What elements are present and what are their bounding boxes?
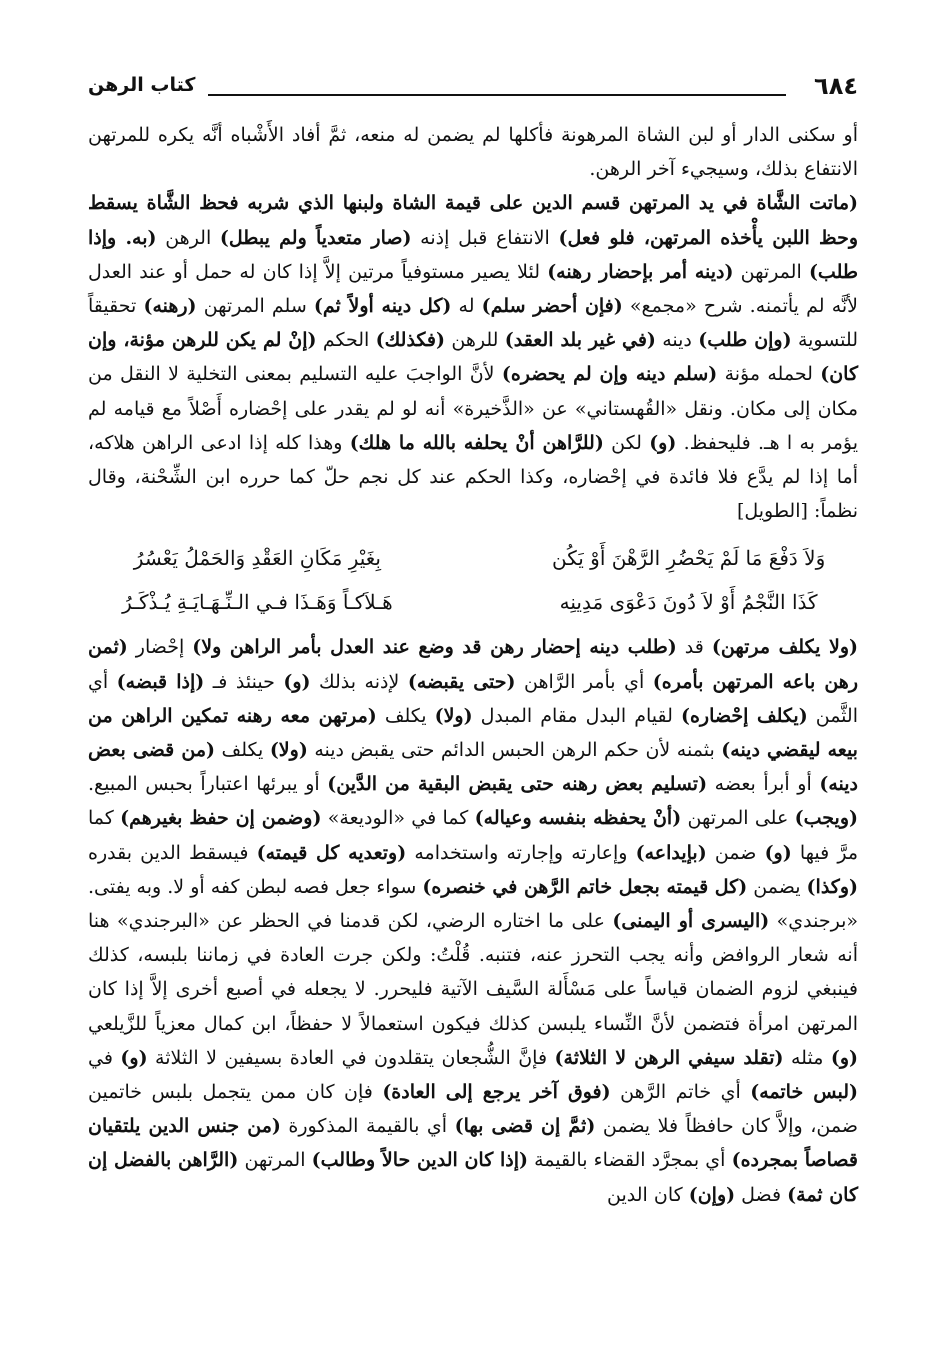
matn-text: (وإن) — [688, 1183, 736, 1206]
matn-text: (ويجب) — [794, 807, 858, 830]
sharh-text: الانتفاع قبل إذنه — [411, 226, 559, 249]
sharh-text: فإنَّ الشُّجعان يتقلدون في العادة بسيفين لا الثلاثة — [147, 1046, 555, 1069]
sharh-text: الرهن — [156, 226, 220, 249]
matn-text: (كل قيمته بجعل خاتم الرَّهن في خنصره) — [422, 875, 748, 898]
matn-text: (و) — [649, 431, 677, 454]
matn-text: (ولا) — [269, 739, 308, 762]
sharh-text: سلم المرتهن — [196, 295, 314, 318]
matn-text: (به. وإذا طلب) — [88, 226, 858, 283]
matn-text: (فإن أحضر سلم) — [481, 295, 623, 318]
matn-text: (من جنس الدين يلتقيان قصاصاً بمجرده) — [88, 1115, 858, 1172]
book-title: كتاب الرهن — [88, 74, 196, 96]
sharh-text: أو يبرئها اعتباراً بحبس المبيع. — [88, 773, 328, 796]
verse-first-half: وَلاَ دَفْعَ مَا لَمْ يَحْضُرِ الرَّهْنَ أَوْ يَكُن — [551, 546, 826, 571]
verse-line — [88, 580, 858, 624]
matn-text: (يكلف إحْضاره) — [680, 704, 808, 727]
sharh-text: أو أبرأ بعضه — [707, 773, 820, 796]
sharh-text: لقيام البدل مقام المبدل — [472, 704, 681, 727]
matn-text: (من قضى بعض دينه) — [88, 739, 859, 796]
page-number: ٦٨٤ — [814, 72, 858, 100]
matn-text: (إنْ لم يكن للرهن مؤنة، وإن كان) — [88, 329, 858, 386]
sharh-text: سواء جعل فصه لبطن كفه أو لا. وبه يفتى. «برجندي» — [88, 875, 859, 933]
sharh-text: فضل — [735, 1183, 788, 1206]
matn-text: (وضمن إن حفظ بغيرهم) — [120, 807, 322, 830]
matn-text: (مرتهن معه رهنه تمكين الراهن من بيعه ليقضي دينه) — [88, 704, 858, 762]
sharh-text: ضمن — [706, 841, 765, 864]
matn-text: (وكذا) — [806, 875, 858, 898]
sharh-text: فيسقط الدين بقدره — [88, 841, 257, 864]
matn-text: (ثمن رهن باعه المرتهن بأمره) — [88, 636, 858, 693]
sharh-text: المرتهن — [733, 260, 809, 283]
verse-first-half: كَذَا النَّجْمُ أَوْ لاَ دُونَ دَعْوَى مَدِينِه — [559, 590, 818, 615]
sharh-text: بثمنه لأن حكم الرهن الحبس الدائم حتى يقبض دينه — [307, 739, 722, 762]
poem — [88, 536, 858, 624]
matn-text: (ماتت الشَّاة في يد المرتهن قسم الدين على قيمة الشاة ولبنها الذي شربه فحظ الشَّاة يسقط وحظ اللبن يأْخذه المرتهن، فلو فعل) — [88, 192, 859, 249]
matn-text: (وتعديه كل قيمته) — [256, 841, 407, 864]
sharh-text: لإذنه بذلك — [310, 670, 408, 693]
matn-text: (ولا يكلف مرتهن) — [711, 636, 858, 659]
matn-text: (صار متعدياً ولم يبطل) — [219, 226, 412, 249]
matn-text: (و) — [120, 1046, 148, 1069]
sharh-text: يكلف — [214, 739, 270, 762]
matn-text: (إذا قبضه) — [116, 670, 205, 693]
matn-text: (الرَّاهن بالفضل إن كان ثمة) — [88, 1149, 858, 1206]
sharh-text: أي الثَّمن — [88, 670, 858, 727]
sharh-text: أي بأمر الرَّاهن — [515, 670, 653, 693]
sharh-text: كما في «الوديعة» — [321, 807, 475, 830]
matn-text: (طلب دينه إحضار رهن قد وضع عند العدل بأمر الراهن ولا) — [192, 636, 677, 659]
sharh-text: أي بمجرَّد القضاء بالقيمة — [527, 1149, 732, 1172]
matn-text: (كل دينه أولاً ثم) — [313, 295, 452, 318]
sharh-text: مثله — [783, 1046, 831, 1069]
sharh-text: وهذا كله إذا ادعى الراهن هلاكه، أما إذا لم يدَّع فلا فائدة في إحْضاره، وكذا الحكم عند كل نجم حلّ كما حرره ابن الشِّحْنة، وقال نظماً: [الطويل] — [88, 431, 858, 523]
verse-line — [88, 536, 858, 580]
sharh-text: يكلف — [376, 704, 435, 727]
matn-text: (للرَّاهن أنْ يحلفه بالله ما هلك) — [349, 431, 604, 454]
sharh-text: تحقيقاً للتسوية — [88, 295, 858, 352]
sharh-text: على المرتهن — [681, 807, 795, 830]
sharh-text: لكن — [603, 431, 650, 454]
sharh-text: لئلا يصير مستوفياً مرتين إلاَّ إذا كان له حمل أو عند العدل لأنَّه لم يأتمنه. شرح «مجمع» — [88, 260, 859, 318]
text-run: أو سكنى الدار أو لبن الشاة المرهونة فأكلها لم يضمن له منعه، ثمَّ أفاد الأَشْباه أنَّه يكره للمرتهن الانتفاع بذلك، وسيجيء آخر الرهن. — [88, 124, 858, 181]
verse-second-half: هَـلاَكـاً وَهَـذَا فـي الـنِّـهَـايَـةِ يُـذْكَـرُ — [122, 590, 393, 615]
paragraph-2 — [88, 186, 858, 528]
matn-text: (سلم دينه وإن لم يحضره) — [501, 363, 718, 386]
matn-text: (في غير بلد العقد) — [504, 329, 656, 352]
matn-text: (أنْ يحفظه بنفسه وعياله) — [474, 807, 682, 830]
matn-text: (إذا كان الدين حالاً وطالب) — [311, 1149, 528, 1172]
matn-text: (اليسرى أو اليمنى) — [612, 910, 770, 933]
main-text — [88, 118, 858, 1212]
page-header — [88, 72, 858, 104]
sharh-text: للرهن — [445, 329, 505, 352]
matn-text: (تسليم بعض رهنه حتى يقبض البقية من الدَّين) — [327, 773, 708, 796]
sharh-text: كما مرَّ فيها — [88, 807, 858, 864]
sharh-text: فإن كان ممن يتجمل بلبس خاتمين ضمن، وإلاَّ كان حافظاً فلا يضمن — [88, 1081, 858, 1138]
sharh-text: له — [451, 295, 482, 318]
matn-text: (ثمَّ إن قضى بها) — [454, 1115, 596, 1138]
matn-text: (لبس خاتمه) — [750, 1081, 858, 1104]
matn-text: (فوق آخر يرجع إلى العادة) — [382, 1081, 611, 1104]
sharh-text: أي بالقيمة المذكورة — [280, 1115, 455, 1138]
sharh-text: أي خاتم الرَّهن — [610, 1081, 751, 1104]
sharh-text: قد — [676, 636, 712, 659]
matn-text: (و) — [283, 670, 311, 693]
matn-text: (دينه أمر بإحضار رهنه) — [547, 260, 734, 283]
sharh-text: الحكم — [316, 329, 376, 352]
sharh-text: لأنَّ الواجبَ عليه التسليم بمعنى التخلية لا النقل من مكان إلى مكان. ونقل «القُهستاني» عن «الذَّخيرة» أنه لو لم يقدر على إحْضاره أَصْلاً مع قيامه لم يؤمر به ا هـ. فليحفظ. — [88, 363, 859, 454]
sharh-text: دينه — [655, 329, 699, 352]
matn-text: (رهنه) — [143, 295, 197, 318]
header-rule — [208, 94, 786, 96]
sharh-text: في — [88, 1046, 121, 1069]
matn-text: (تقلد سيفي الرهن لا الثلاثة) — [554, 1046, 784, 1069]
sharh-text: إحْضار — [127, 636, 193, 659]
matn-text: (فكذلك) — [375, 329, 446, 352]
sharh-text: كان الدين — [607, 1183, 689, 1206]
sharh-text: يضمن — [747, 875, 807, 898]
matn-text: (و) — [764, 841, 792, 864]
sharh-text: المرتهن — [238, 1149, 312, 1172]
sharh-text: على ما اختاره الرضي، لكن قدمنا في الحظر عن «البرجندي» هنا أنه شعار الروافض وأنه يجب التحرز عنه، فتنبه. قُلْتُ: ولكن جرت العادة في زماننا بلبسه، كذلك فينبغي لزوم الضمان قياساً على مَسْأَلة السَّيف الآتية فليحرر. لا يجعله في أصبع أخرى إلاَّ إذا كان المرتهن امرأة فتضمن لأنَّ النِّساء يلبسن كذلك فيكون استعمالاً لا حفظاً، ابن كمال معزياً للزَّيلعي — [88, 910, 858, 1035]
matn-text: (ولا) — [434, 704, 473, 727]
matn-text: (حتى يقبضه) — [407, 670, 516, 693]
paragraph-3 — [88, 630, 858, 1211]
verse-second-half: بِغَيْرِ مَكَانِ العَقْدِ وَالحَمْلُ يَعْسُرُ — [133, 546, 381, 571]
matn-text: (بإيداعه) — [635, 841, 707, 864]
sharh-text: وإعارته وإجارته واستخدامه — [406, 841, 636, 864]
matn-text: (و) — [830, 1046, 859, 1069]
sharh-text: لحمله مؤنة — [717, 363, 821, 386]
paragraph-1 — [88, 118, 858, 186]
sharh-text: حينئذ فـ — [204, 670, 284, 693]
matn-text: (وإن طلب) — [698, 329, 792, 352]
